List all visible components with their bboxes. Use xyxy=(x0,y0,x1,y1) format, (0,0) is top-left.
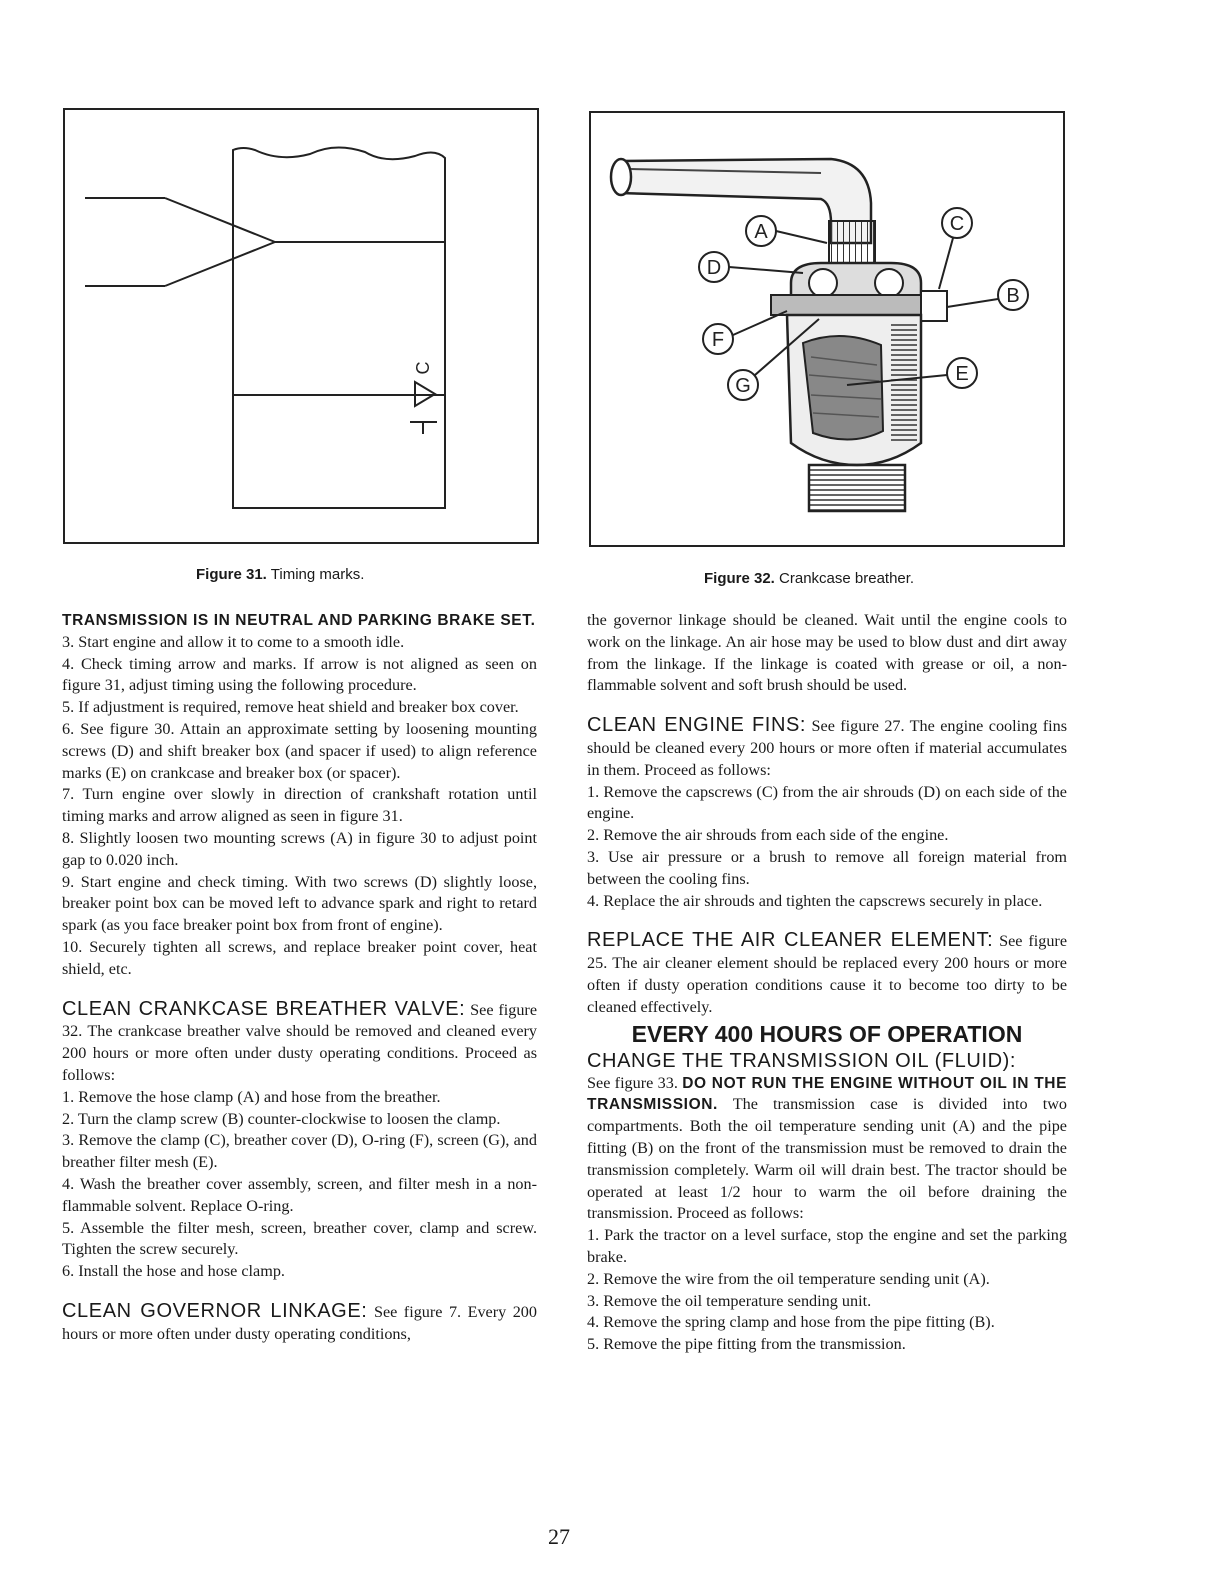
right-column xyxy=(587,610,1067,1356)
air-cleaner-intro: See figure 25. The air cleaner element should be replaced every 200 hours or more often if dusty operation conditions cause it to become too dirty to be cleaned effectively. xyxy=(587,932,1067,1016)
timing-step-5: 5. If adjustment is required, remove heat shield and breaker box cover. xyxy=(62,698,519,717)
timing-mark-c: C xyxy=(413,361,433,375)
neutral-brake-warning: TRANSMISSION IS IN NEUTRAL AND PARKING BRAKE SET. xyxy=(62,612,536,629)
figure-31-timing-marks xyxy=(63,108,539,544)
fins-step-2: 2. Remove the air shrouds from each side of the engine. xyxy=(587,826,949,845)
callout-d: D xyxy=(706,257,722,279)
breather-paragraph xyxy=(62,997,537,1087)
figure-32-label: Figure 32. xyxy=(704,570,775,587)
transmission-step-5: 5. Remove the pipe fitting from the transmission. xyxy=(587,1335,906,1354)
breather-step-5: 5. Assemble the filter mesh, screen, breather cover, clamp and screw. Tighten the screw securely. xyxy=(62,1218,537,1259)
crankcase-breather-drawing xyxy=(591,113,1063,545)
transmission-warning: DO NOT RUN THE ENGINE WITHOUT OIL IN THE TRANSMISSION. xyxy=(587,1074,1068,1114)
timing-step-9: 9. Start engine and check timing. With two screws (D) slightly loose, breaker point box can be moved left to advance spark and right to retard spark (as you face breaker point box from front of engine). xyxy=(62,872,537,935)
page-number: 27 xyxy=(548,1524,570,1549)
breather-step-1: 1. Remove the hose clamp (A) and hose from the breather. xyxy=(62,1087,441,1106)
callout-f: F xyxy=(711,329,725,351)
callout-b: B xyxy=(1006,285,1020,307)
timing-step-6: 6. See figure 30. Attain an approximate setting by loosening mounting screws (D) and shift breaker box (and spacer if used) to align reference marks (E) on crankcase and breaker box (or spacer). xyxy=(62,719,537,782)
transmission-paragraph xyxy=(587,1073,1067,1226)
air-cleaner-paragraph xyxy=(587,928,1067,1018)
breather-step-3: 3. Remove the clamp (C), breather cover (D), O-ring (F), screen (G), and breather filter mesh (E). xyxy=(62,1131,537,1172)
fins-paragraph xyxy=(587,713,1067,781)
transmission-step-1: 1. Park the tractor on a level surface, stop the engine and set the parking brake. xyxy=(587,1226,1067,1266)
timing-step-3: 3. Start engine and allow it to come to a smooth idle. xyxy=(62,632,405,651)
fins-intro: See figure 27. The engine cooling fins should be cleaned every 200 hours or more often if material accumulates in them. Proceed as follows: xyxy=(587,717,1067,779)
breather-step-2: 2. Turn the clamp screw (B) counter-clockwise to loosen the clamp. xyxy=(62,1109,501,1128)
callout-c: C xyxy=(949,213,965,235)
figure-32-text: Crankcase breather. xyxy=(774,570,915,587)
figure-32-crankcase-breather xyxy=(589,111,1065,547)
fins-step-1: 1. Remove the capscrews (C) from the air shrouds (D) on each side of the engine. xyxy=(587,782,1067,823)
transmission-heading: CHANGE THE TRANSMISSION OIL (FLUID): xyxy=(587,1049,1017,1072)
timing-step-7: 7. Turn engine over slowly in direction of crankshaft rotation until timing marks and arrow aligned as seen in figure 31. xyxy=(62,785,537,826)
timing-step-8: 8. Slightly loosen two mounting screws (A) in figure 30 to adjust point gap to 0.020 inch. xyxy=(62,828,537,869)
breather-step-6: 6. Install the hose and hose clamp. xyxy=(62,1262,285,1281)
section-title-400-hours: EVERY 400 HOURS OF OPERATION xyxy=(631,1020,1023,1047)
breather-intro: See figure 32. The crankcase breather valve should be removed and cleaned every 200 hours or more often under dusty operating conditions. Proceed as follows: xyxy=(62,1000,537,1084)
governor-paragraph xyxy=(62,1299,537,1346)
governor-heading: CLEAN GOVERNOR LINKAGE: xyxy=(62,1299,368,1322)
timing-marks-drawing xyxy=(65,110,537,542)
transmission-step-3: 3. Remove the oil temperature sending unit. xyxy=(587,1291,872,1310)
transmission-intro: The transmission case is divided into two compartments. Both the oil temperature sending unit (A) and the pipe fitting (B) on the front of the transmission must be removed to drain the transmission completely. Warm oil will drain best. The tractor should be operated at least 1/2 hour to warm the oil before draining the transmission. Proceed as follows: xyxy=(587,1095,1067,1223)
breather-step-4: 4. Wash the breather cover assembly, screen, and filter mesh in a non-flammable solvent. Replace O-ring. xyxy=(62,1174,537,1215)
transmission-see: See figure 33. xyxy=(587,1073,678,1092)
left-column xyxy=(62,610,537,1346)
air-cleaner-heading: REPLACE THE AIR CLEANER ELEMENT: xyxy=(587,929,994,952)
figure-31-text: Timing marks. xyxy=(266,566,365,583)
breather-heading: CLEAN CRANKCASE BREATHER VALVE: xyxy=(62,997,466,1020)
fins-step-4: 4. Replace the air shrouds and tighten the capscrews securely in place. xyxy=(587,891,1043,910)
timing-step-10: 10. Securely tighten all screws, and replace breaker point cover, heat shield, etc. xyxy=(62,937,537,978)
figure-31-caption xyxy=(196,566,364,583)
governor-continued: the governor linkage should be cleaned. Wait until the engine cools to work on the linkage. An air hose may be used to blow dust and dirt away from the linkage. If the linkage is coated with grease or oil, a non-flammable solvent and soft brush should be used. xyxy=(587,611,1067,695)
transmission-step-4: 4. Remove the spring clamp and hose from the pipe fitting (B). xyxy=(587,1313,995,1332)
callout-a: A xyxy=(754,221,768,243)
figure-31-label: Figure 31. xyxy=(196,566,267,583)
timing-step-4: 4. Check timing arrow and marks. If arrow is not aligned as seen on figure 31, adjust timing using the following procedure. xyxy=(62,654,537,695)
callout-e: E xyxy=(955,363,969,385)
callout-g: G xyxy=(735,375,751,397)
fins-step-3: 3. Use air pressure or a brush to remove all foreign material from between the cooling fins. xyxy=(587,847,1067,888)
transmission-step-2: 2. Remove the wire from the oil temperature sending unit (A). xyxy=(587,1269,990,1288)
figure-32-caption xyxy=(704,570,914,587)
fins-heading: CLEAN ENGINE FINS: xyxy=(587,714,807,737)
governor-intro: See figure 7. Every 200 hours or more often under dusty operating conditions, xyxy=(62,1302,537,1343)
